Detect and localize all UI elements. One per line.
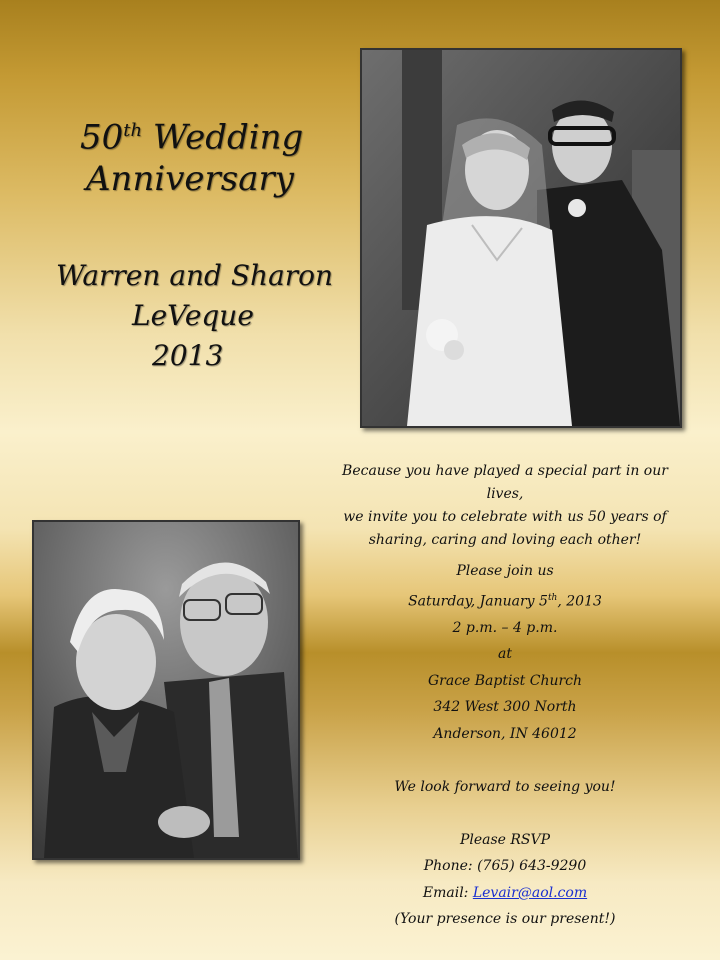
intro-line: Because you have played a special part in our lives, bbox=[342, 463, 668, 502]
rsvp-phone: Phone: (765) 643-9290 bbox=[423, 858, 587, 875]
intro-line: we invite you to celebrate with us 50 years of bbox=[343, 509, 667, 525]
date-ordinal: th bbox=[547, 592, 558, 603]
rsvp-text: Please RSVP bbox=[459, 831, 551, 848]
couple-photo bbox=[32, 520, 300, 860]
email-link[interactable]: Levair@aol.com bbox=[472, 884, 588, 901]
couple-surname: LeVeque bbox=[132, 299, 254, 333]
title-ordinal: th bbox=[123, 120, 143, 141]
event-date bbox=[330, 585, 680, 615]
spacer bbox=[330, 800, 680, 827]
venue-address: 342 West 300 North bbox=[433, 699, 577, 716]
venue-city: Anderson, IN 46012 bbox=[433, 725, 577, 742]
at-text: at bbox=[498, 646, 512, 663]
title-block bbox=[40, 110, 340, 376]
wedding-photo bbox=[360, 48, 682, 428]
date-year: , 2013 bbox=[557, 593, 602, 610]
anniversary-title-line1 bbox=[40, 110, 340, 158]
date-text: Saturday, January 5 bbox=[408, 593, 548, 610]
rsvp-email-line bbox=[330, 880, 680, 907]
title-word-wedding: Wedding bbox=[152, 117, 304, 158]
intro-line: sharing, caring and loving each other! bbox=[368, 532, 642, 548]
footer-text: (Your presence is our present!) bbox=[394, 911, 616, 928]
invitation-intro bbox=[330, 460, 680, 552]
closing-text: We look forward to seeing you! bbox=[394, 778, 616, 795]
join-text: Please join us bbox=[456, 563, 554, 579]
spacer bbox=[330, 747, 680, 774]
anniversary-title-line2: Anniversary bbox=[86, 159, 294, 200]
anniversary-year: 2013 bbox=[152, 339, 224, 373]
couple-names: Warren and Sharon bbox=[56, 259, 334, 293]
event-time: 2 p.m. – 4 p.m. bbox=[452, 619, 558, 636]
invitation-details bbox=[330, 558, 680, 933]
email-label: Email: bbox=[422, 884, 473, 901]
venue-name: Grace Baptist Church bbox=[427, 672, 583, 689]
title-number: 50 bbox=[80, 117, 124, 158]
